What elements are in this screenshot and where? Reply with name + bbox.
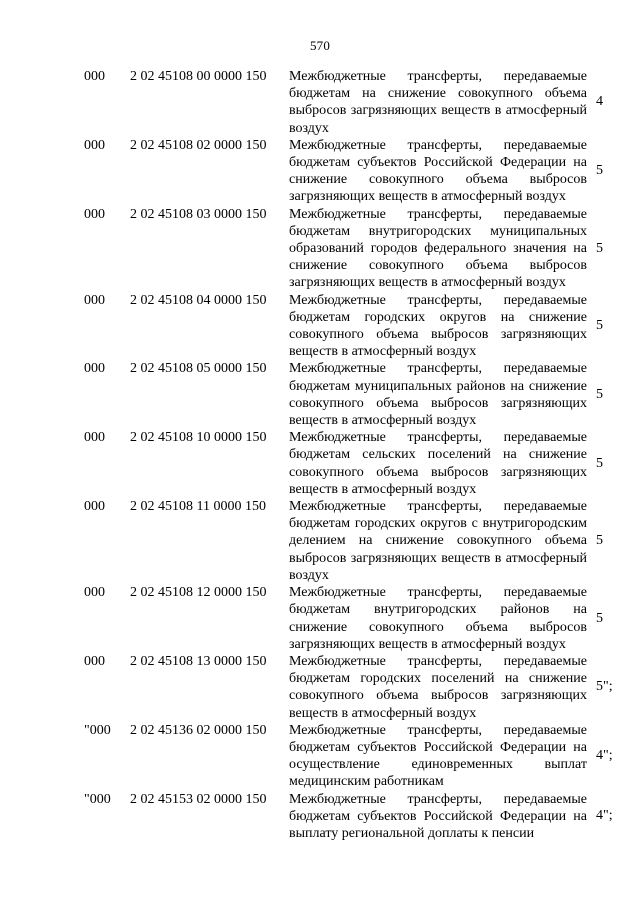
table-row (0, 206, 640, 292)
income-description: Межбюджетные трансферты, передаваемые бюджетам муниципальных районов на снижение совокупного объема выбросов загрязняющих веществ в атмосферный воздух (289, 361, 587, 429)
budget-code-table (0, 68, 640, 842)
budget-classification-code: 2 02 45108 04 0000 150 (130, 292, 267, 308)
normative-value: 5 (596, 386, 603, 402)
admin-code: "000 (84, 722, 111, 738)
income-description: Межбюджетные трансферты, передаваемые бюджетам субъектов Российской Федерации на осуществление единовременных выплат медицинским работникам (289, 722, 587, 790)
admin-code: 000 (84, 292, 105, 308)
admin-code: 000 (84, 137, 105, 153)
budget-classification-code: 2 02 45108 11 0000 150 (130, 499, 266, 515)
income-description: Межбюджетные трансферты, передаваемые бюджетам субъектов Российской Федерации на снижение совокупного объема выбросов загрязняющих веществ в атмосферный воздух (289, 137, 587, 205)
income-description: Межбюджетные трансферты, передаваемые бюджетам внутригородских муниципальных образований городов федерального значения на снижение совокупного объема выбросов загрязняющих веществ в атмосферный воздух (289, 206, 587, 291)
normative-value: 5 (596, 610, 603, 626)
normative-value: 4"; (596, 748, 613, 764)
table-row (0, 722, 640, 791)
income-description: Межбюджетные трансферты, передаваемые бюджетам внутригородских районов на снижение совокупного объема выбросов загрязняющих веществ в атмосферный воздух (289, 585, 587, 652)
normative-value: 5"; (596, 679, 613, 695)
budget-classification-code: 2 02 45108 03 0000 150 (130, 206, 267, 222)
table-row (0, 429, 640, 498)
admin-code: 000 (84, 585, 105, 601)
admin-code: 000 (84, 361, 105, 377)
income-description: Межбюджетные трансферты, передаваемые бюджетам на снижение совокупного объема выбросов загрязняющих веществ в атмосферный воздух (289, 69, 587, 136)
normative-value: 4"; (596, 808, 613, 824)
income-description: Межбюджетные трансферты, передаваемые бюджетам городских округов с внутригородским делением на снижение совокупного объема выбросов загрязняющих веществ в атмосферный воздух (289, 499, 587, 583)
admin-code: 000 (84, 206, 105, 222)
admin-code: 000 (84, 499, 105, 515)
page-number: 570 (309, 38, 331, 53)
budget-classification-code: 2 02 45153 02 0000 150 (130, 791, 267, 807)
budget-classification-code: 2 02 45108 12 0000 150 (130, 585, 267, 601)
table-row (0, 68, 640, 137)
table-row (0, 360, 640, 429)
table-row (0, 791, 640, 843)
budget-classification-code: 2 02 45108 13 0000 150 (130, 653, 267, 669)
table-row (0, 498, 640, 584)
admin-code: 000 (84, 653, 105, 669)
income-description: Межбюджетные трансферты, передаваемые бюджетам городских поселений на снижение совокупного объема выбросов загрязняющих веществ в атмосферный воздух (289, 653, 587, 721)
normative-value: 5 (596, 163, 603, 179)
budget-classification-code: 2 02 45108 10 0000 150 (130, 430, 267, 446)
table-row (0, 653, 640, 722)
normative-value: 5 (596, 318, 603, 334)
normative-value: 5 (596, 455, 603, 471)
budget-classification-code: 2 02 45108 00 0000 150 (130, 69, 267, 84)
normative-value: 5 (596, 533, 603, 549)
budget-classification-code: 2 02 45108 05 0000 150 (130, 361, 267, 377)
table-row (0, 292, 640, 361)
normative-value: 5 (596, 240, 603, 256)
admin-code: 000 (84, 69, 105, 84)
budget-classification-code: 2 02 45108 02 0000 150 (130, 137, 267, 153)
table-row (0, 137, 640, 206)
income-description: Межбюджетные трансферты, передаваемые бюджетам городских округов на снижение совокупного объема выбросов загрязняющих веществ в атмосферный воздух (289, 292, 587, 360)
admin-code: 000 (84, 430, 105, 446)
normative-value: 4 (596, 94, 603, 110)
admin-code: "000 (84, 791, 111, 807)
budget-classification-code: 2 02 45136 02 0000 150 (130, 722, 267, 738)
income-description: Межбюджетные трансферты, передаваемые бюджетам сельских поселений на снижение совокупного объема выбросов загрязняющих веществ в атмосферный воздух (289, 430, 587, 497)
table-row (0, 584, 640, 653)
income-description: Межбюджетные трансферты, передаваемые бюджетам субъектов Российской Федерации на выплату региональной доплаты к пенсии (289, 791, 587, 841)
